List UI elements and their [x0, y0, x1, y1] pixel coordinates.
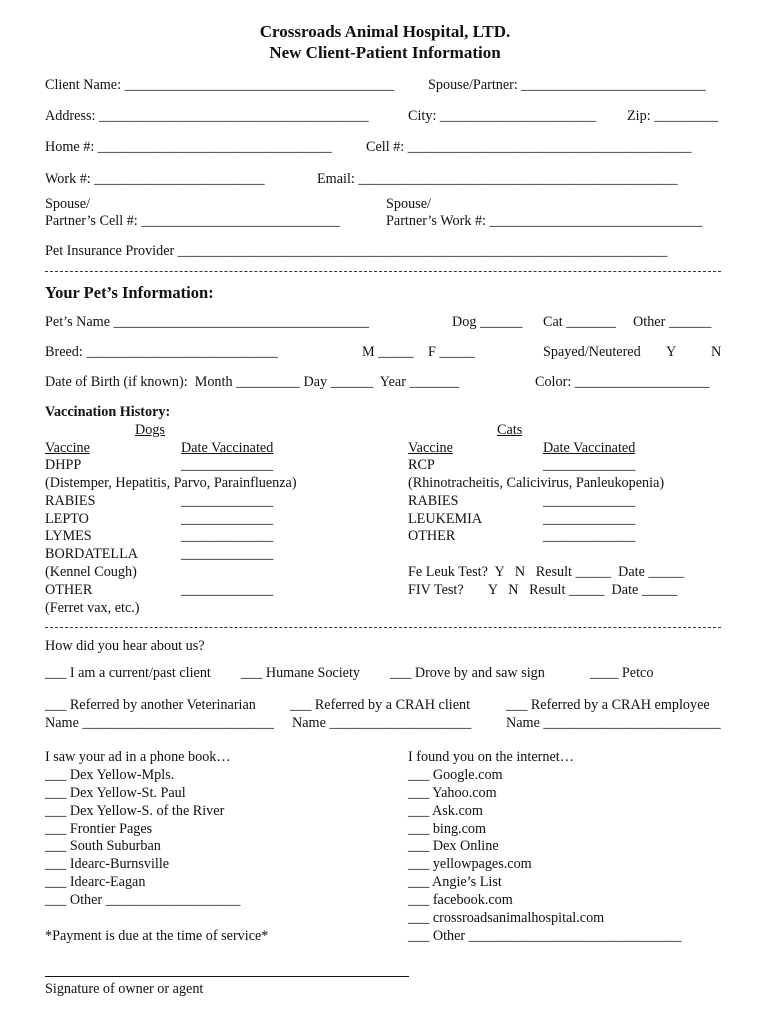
fe-leuk-test-field[interactable]: Fe Leuk Test? Y N Result _____ Date _____ [408, 564, 684, 580]
phonebook-option[interactable]: ___ Idearc-Burnsville [45, 856, 170, 872]
section-divider [45, 271, 721, 272]
fiv-test-field[interactable]: FIV Test? Y N Result _____ Date _____ [408, 582, 678, 598]
internet-option[interactable]: ___ Google.com [408, 767, 503, 783]
leukemia-date-field[interactable]: _____________ [543, 511, 636, 527]
phonebook-option[interactable]: ___ Dex Yellow-S. of the River [45, 803, 225, 819]
referred-crah-client-option[interactable]: ___ Referred by a CRAH client [290, 697, 471, 713]
phonebook-option[interactable]: ___ Frontier Pages [45, 821, 153, 837]
cat-field[interactable]: Cat _______ [543, 314, 616, 330]
address-field[interactable]: Address: ______________________________________ [45, 108, 369, 124]
spouse-cell-field[interactable]: Partner’s Cell #: ____________________________ [45, 213, 340, 229]
color-field[interactable]: Color: ___________________ [535, 374, 710, 390]
dog-other-date-field[interactable]: _____________ [181, 582, 274, 598]
humane-society-option[interactable]: ___ Humane Society [241, 665, 360, 681]
internet-option[interactable]: ___ Yahoo.com [408, 785, 497, 801]
dog-date-col: Date Vaccinated [181, 440, 274, 456]
dhpp-note: (Distemper, Hepatitis, Parvo, Parainfluenza) [45, 475, 297, 491]
cell-phone-field[interactable]: Cell #: ________________________________________ [366, 139, 692, 155]
referred-crah-employee-option[interactable]: ___ Referred by a CRAH employee [506, 697, 710, 713]
male-field[interactable]: M _____ [362, 344, 414, 360]
internet-option[interactable]: ___ crossroadsanimalhospital.com [408, 910, 605, 926]
petco-option[interactable]: ____ Petco [590, 665, 654, 681]
spayed-neutered-label: Spayed/Neutered [543, 344, 641, 360]
form-title: Crossroads Animal Hospital, LTD. [259, 22, 511, 41]
cat-other-date-field[interactable]: _____________ [543, 528, 636, 544]
spayed-no-option[interactable]: N [711, 344, 722, 360]
internet-option[interactable]: ___ Other ______________________________ [408, 928, 682, 944]
female-field[interactable]: F _____ [428, 344, 475, 360]
rcp-label: RCP [408, 457, 435, 473]
leukemia-label: LEUKEMIA [408, 511, 483, 527]
spouse-work-field[interactable]: Partner’s Work #: ______________________________ [386, 213, 703, 229]
dog-rabies-date-field[interactable]: _____________ [181, 493, 274, 509]
phonebook-heading: I saw your ad in a phone book… [45, 749, 231, 765]
dogs-label: Dogs [135, 422, 165, 438]
pet-insurance-field[interactable]: Pet Insurance Provider _____________________________________________________________________ [45, 243, 668, 259]
section-divider [45, 627, 721, 628]
internet-option[interactable]: ___ Angie’s List [408, 874, 502, 890]
city-field[interactable]: City: ______________________ [408, 108, 596, 124]
kennel-cough-note: (Kennel Cough) [45, 564, 137, 580]
referred-vet-option[interactable]: ___ Referred by another Veterinarian [45, 697, 256, 713]
other-species-field[interactable]: Other ______ [633, 314, 712, 330]
date-of-birth-field[interactable]: Date of Birth (if known): Month _________ Day ______ Year _______ [45, 374, 460, 390]
spouse-work-label: Spouse/ [386, 196, 431, 212]
cat-other-label: OTHER [408, 528, 456, 544]
pet-info-heading: Your Pet’s Information: [45, 283, 214, 302]
breed-field[interactable]: Breed: ___________________________ [45, 344, 278, 360]
signature-line[interactable] [45, 976, 409, 977]
cat-date-col: Date Vaccinated [543, 440, 636, 456]
zip-field[interactable]: Zip: _________ [627, 108, 719, 124]
work-phone-field[interactable]: Work #: ________________________ [45, 171, 265, 187]
internet-option[interactable]: ___ bing.com [408, 821, 487, 837]
bordatella-date-field[interactable]: _____________ [181, 546, 274, 562]
client-name-field[interactable]: Client Name: ______________________________________ [45, 77, 395, 93]
signature-label: Signature of owner or agent [45, 981, 204, 997]
spouse-partner-field[interactable]: Spouse/Partner: __________________________ [428, 77, 706, 93]
bordatella-label: BORDATELLA [45, 546, 139, 562]
spayed-yes-option[interactable]: Y [666, 344, 677, 360]
home-phone-field[interactable]: Home #: _________________________________ [45, 139, 332, 155]
phonebook-option[interactable]: ___ South Suburban [45, 838, 161, 854]
rcp-note: (Rhinotracheitis, Calicivirus, Panleukopenia) [408, 475, 665, 491]
form-subtitle: New Client-Patient Information [269, 43, 501, 62]
current-client-option[interactable]: ___ I am a current/past client [45, 665, 211, 681]
crah-client-name-field[interactable]: Name ____________________ [292, 715, 472, 731]
dog-vaccine-col: Vaccine [45, 440, 90, 456]
internet-option[interactable]: ___ Ask.com [408, 803, 483, 819]
phonebook-option[interactable]: ___ Dex Yellow-St. Paul [45, 785, 186, 801]
vaccination-heading: Vaccination History: [45, 404, 171, 420]
email-field[interactable]: Email: _____________________________________________ [317, 171, 678, 187]
cat-vaccine-col: Vaccine [408, 440, 453, 456]
phonebook-option[interactable]: ___ Idearc-Eagan [45, 874, 146, 890]
pet-name-field[interactable]: Pet’s Name ____________________________________ [45, 314, 369, 330]
spouse-cell-label: Spouse/ [45, 196, 90, 212]
referral-question: How did you hear about us? [45, 638, 205, 654]
lymes-label: LYMES [45, 528, 92, 544]
lymes-date-field[interactable]: _____________ [181, 528, 274, 544]
cat-rabies-date-field[interactable]: _____________ [543, 493, 636, 509]
lepto-label: LEPTO [45, 511, 89, 527]
phonebook-option[interactable]: ___ Dex Yellow-Mpls. [45, 767, 175, 783]
lepto-date-field[interactable]: _____________ [181, 511, 274, 527]
internet-heading: I found you on the internet… [408, 749, 574, 765]
internet-option[interactable]: ___ facebook.com [408, 892, 513, 908]
ferret-note: (Ferret vax, etc.) [45, 600, 140, 616]
dog-field[interactable]: Dog ______ [452, 314, 523, 330]
dhpp-date-field[interactable]: _____________ [181, 457, 274, 473]
drove-by-option[interactable]: ___ Drove by and saw sign [390, 665, 545, 681]
phonebook-option[interactable]: ___ Other ___________________ [45, 892, 241, 908]
internet-option[interactable]: ___ yellowpages.com [408, 856, 532, 872]
dhpp-label: DHPP [45, 457, 82, 473]
cats-label: Cats [497, 422, 523, 438]
payment-note: *Payment is due at the time of service* [45, 928, 269, 944]
vet-name-field[interactable]: Name ___________________________ [45, 715, 274, 731]
rcp-date-field[interactable]: _____________ [543, 457, 636, 473]
dog-other-label: OTHER [45, 582, 93, 598]
dog-rabies-label: RABIES [45, 493, 96, 509]
internet-option[interactable]: ___ Dex Online [408, 838, 499, 854]
cat-rabies-label: RABIES [408, 493, 459, 509]
crah-employee-name-field[interactable]: Name _________________________ [506, 715, 721, 731]
